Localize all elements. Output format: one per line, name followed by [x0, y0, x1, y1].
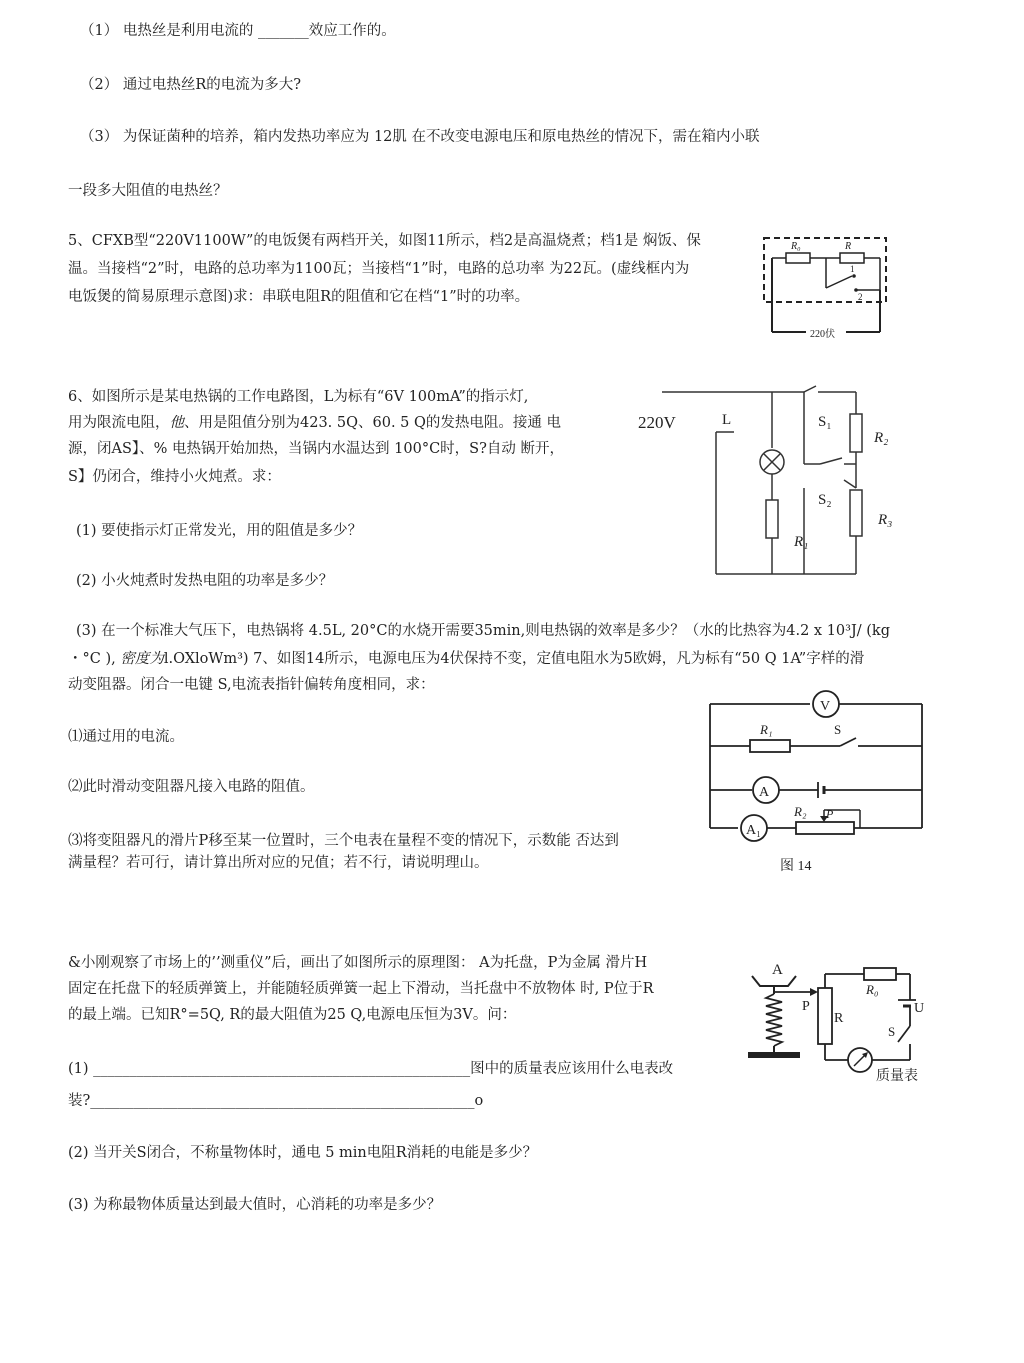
- q7-label-v: V: [820, 699, 831, 714]
- q6-label-r3: R₃: [878, 512, 893, 528]
- q5-label-pos2: 2: [858, 292, 863, 302]
- resistor-r0: [786, 253, 810, 263]
- q6-circuit-diagram: [634, 384, 914, 580]
- q5-circuit-diagram: [756, 232, 896, 350]
- q8-label-u: U: [914, 1001, 925, 1016]
- q6-sub3-cont: ・°C ), 密度为l.OXloWm³) 7、如图14所示，电源电压为4伏保持不变，定值电阻水为5欧姆，凡为标有“50 Q 1A”字样的滑: [68, 651, 865, 667]
- q7-caption: 图 14: [780, 859, 812, 874]
- q5-label-pos1: 1: [850, 264, 855, 274]
- q6-label-lamp: L: [722, 412, 732, 428]
- q5-line1: 5、CFXB型“220V1100W”的电饭煲有两档开关，如图11所示，档2是高温烧煮；档1是 焖饭、保: [68, 233, 701, 249]
- rheostat-r2: [796, 822, 854, 834]
- resistor-r1: [766, 500, 778, 538]
- resistor-r: [840, 253, 864, 263]
- q7-label-p: P: [826, 807, 834, 821]
- resistor-r3: [850, 490, 862, 536]
- q6-label-s1: S₁: [818, 414, 832, 430]
- resistor-r2: [850, 414, 862, 452]
- resistor-r0: [864, 968, 896, 980]
- q6-sub2: (2) 小火炖煮时发热电阻的功率是多少？: [76, 573, 334, 589]
- q8-part3: (3) 为称最物体质量达到最大值时，心消耗的功率是多少？: [68, 1197, 442, 1213]
- q6-label-r1: R₁: [794, 534, 809, 550]
- q6-sub3: (3) 在一个标准大气压下，电热锅将 4.5L, 20°C的水烧开需要35min,则电热锅的效率是多少？（水的比热容为4.2 x 10³J/ (kg: [76, 623, 890, 639]
- q8-label-a: A: [772, 962, 783, 978]
- q6-label-r2: R₂: [874, 430, 889, 446]
- q4-part3-cont: 一段多大阻值的电热丝？: [68, 183, 228, 199]
- q4-part2: （2） 通过电热丝R的电流为多大?: [80, 77, 302, 93]
- q5-label-source: 220伏: [810, 329, 835, 340]
- q8-label-r: R: [834, 1011, 844, 1026]
- q6-line3: 源，闭AS】、% 电热锅开始加热，当锅内水温达到 100°C时，S?自动 断开，: [68, 441, 564, 457]
- q8-label-r0: R₀: [866, 982, 879, 997]
- q8-part2: (2) 当开关S闭合，不称量物体时，通电 5 min电阻R消耗的电能是多少？: [68, 1145, 538, 1161]
- q5-line3: 电饭煲的简易原理示意图)求：串联电阻R的阻值和它在档“1”时的功率。: [68, 289, 530, 305]
- q8-weighing-diagram: [738, 952, 928, 1086]
- resistor-r1: [750, 740, 790, 752]
- q7-label-r1: R₁: [760, 722, 773, 737]
- q7-label-s: S: [834, 722, 842, 737]
- q5-label-r0: R₀: [791, 241, 801, 252]
- q7-part3-cont: 满量程？若可行，请计算出所对应的兄值；若不行，请说明理山。: [68, 855, 489, 871]
- resistor-r: [818, 988, 832, 1044]
- q6-line4: S】仍闭合，维持小火炖煮。求：: [68, 469, 281, 485]
- spring: [766, 994, 782, 1046]
- q7-label-a1: A₁: [746, 823, 761, 838]
- q8-label-s: S: [888, 1024, 896, 1039]
- q7-label-a: A: [759, 785, 770, 800]
- q7-circuit-diagram: [700, 686, 932, 880]
- base: [748, 1052, 800, 1058]
- q6-label-voltage: 220V: [638, 413, 676, 432]
- q8-line1: &小刚观察了市场上的’’测重仪”后，画出了如图所示的原理图： A为托盘，P为金属 滑片H: [68, 955, 648, 971]
- q8-label-meter: 质量表: [876, 1069, 918, 1084]
- q4-part1: （1） 电热丝是利用电流的 _______效应工作的。: [80, 23, 396, 39]
- q5-label-r: R: [845, 241, 852, 252]
- q7-part2: ⑵此时滑动变阻器凡接入电路的阻值。: [68, 779, 315, 795]
- q7-part1: ⑴通过用的电流。: [68, 729, 184, 745]
- q4-part3: （3） 为保证菌种的培养，箱内发热功率应为 12肌 在不改变电源电压和原电热丝的情况下，需在箱内小联: [80, 129, 760, 145]
- q8-part1-cont: 装?_____________________________________________________o: [68, 1093, 484, 1109]
- q7-label-r2: R₂: [794, 804, 807, 819]
- q5-line2: 温。当接档“2”时，电路的总功率为1100瓦；当接档“1”时，电路的总功率 为22瓦。(虚线框内为: [68, 261, 690, 277]
- q6-line2: 用为限流电阻，他、用是阻值分别为423. 5Q、60. 5 Q的发热电阻。接通 电: [68, 415, 562, 431]
- q8-label-p: P: [802, 999, 810, 1014]
- q7-part3: ⑶将变阻器凡的滑片P移至某一位置时，三个电表在量程不变的情况下，示数能 否达到: [68, 833, 619, 849]
- q6-sub1: (1) 要使指示灯正常发光，用的阻值是多少？: [76, 523, 363, 539]
- q7-intro-end: 动变阻器。闭合一电键 S,电流表指针偏转角度相同，求：: [68, 677, 435, 693]
- q6-line1: 6、如图所示是某电热锅的工作电路图，L为标有“6V 100mA”的指示灯,: [68, 389, 529, 405]
- q8-line2: 固定在托盘下的轻质弹簧上，并能随轻质弹簧一起上下滑动，当托盘中不放物体 时, P位于R: [68, 981, 654, 997]
- q8-line3: 的最上端。已知R°=5Q, R的最大阻值为25 Q,电源电压恒为3V。问：: [68, 1007, 517, 1023]
- q8-part1: (1) ____________________________________________________图中的质量表应该用什么电表改: [68, 1061, 674, 1077]
- q6-label-s2: S₂: [818, 492, 832, 508]
